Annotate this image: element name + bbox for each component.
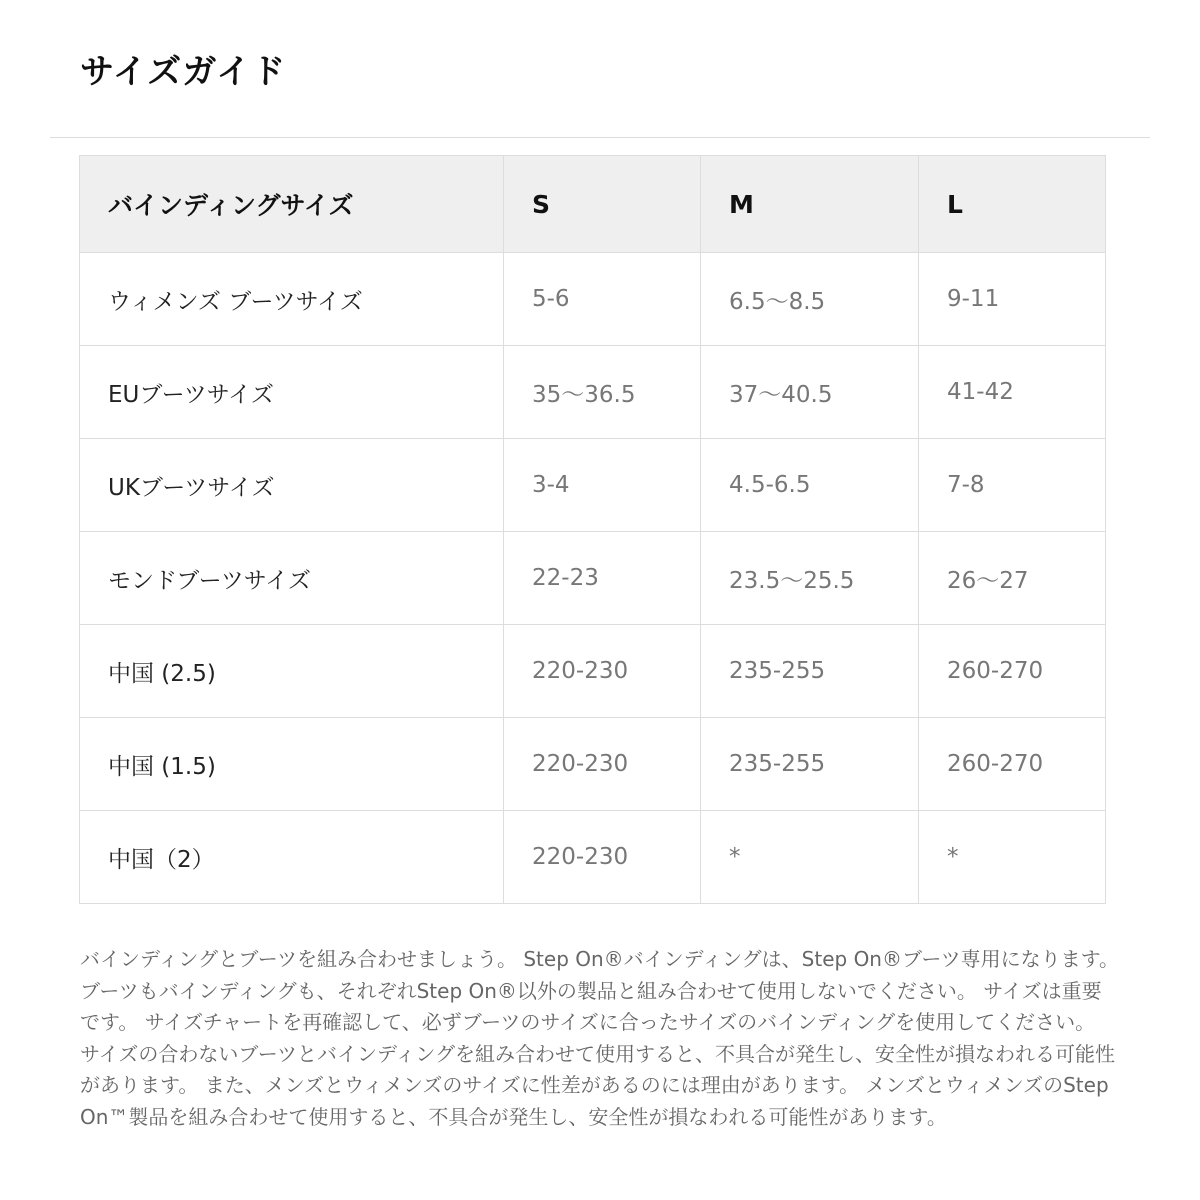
header-size-s: S [504, 156, 701, 253]
cell-m: 6.5〜8.5 [701, 253, 919, 346]
cell-s: 22-23 [504, 532, 701, 625]
cell-l: 260-270 [919, 625, 1106, 718]
header-size-l: L [919, 156, 1106, 253]
cell-l: 260-270 [919, 718, 1106, 811]
table-row [80, 532, 1106, 625]
cell-m: 23.5〜25.5 [701, 532, 919, 625]
cell-l: 9-11 [919, 253, 1106, 346]
table-row [80, 346, 1106, 439]
size-guide-table [79, 155, 1106, 904]
page-title: サイズガイド [80, 52, 287, 92]
table-row [80, 253, 1106, 346]
cell-m: 235-255 [701, 625, 919, 718]
table-header-row [80, 156, 1106, 253]
table-row [80, 718, 1106, 811]
footnote-text: バインディングとブーツを組み合わせましょう。 Step On®バインディングは、Step On®ブーツ専用になります。 ブーツもバインディングも、それぞれStep On®以外の製品と組み合わせて使用しないでください。 サイズは重要です。 サイズチャートを再確認して、必ずブーツのサイズに合ったサイズのバインディングを使用してください。 サイズの合わないブーツとバインディングを組み合わせて使用すると、不具合が発生し、安全性が損なわれる可能性があります。 また、メンズとウィメンズのサイズに性差があるのには理由があります。 メンズとウィメンズのStep On™製品を組み合わせて使用すると、不具合が発生し、安全性が損なわれる可能性があります。 [80, 947, 1119, 1129]
cell-l: * [919, 811, 1106, 904]
cell-m: * [701, 811, 919, 904]
cell-m: 4.5-6.5 [701, 439, 919, 532]
cell-s: 220-230 [504, 811, 701, 904]
table-row [80, 811, 1106, 904]
cell-s: 220-230 [504, 625, 701, 718]
cell-s: 3-4 [504, 439, 701, 532]
row-label-uk-boot-size: UKブーツサイズ [80, 439, 504, 532]
table-row [80, 439, 1106, 532]
cell-m: 37〜40.5 [701, 346, 919, 439]
cell-l: 7-8 [919, 439, 1106, 532]
row-label-china-1-5: 中国 (1.5) [80, 718, 504, 811]
row-label-china-2: 中国（2） [80, 811, 504, 904]
title-divider [50, 137, 1150, 138]
row-label-eu-boot-size: EUブーツサイズ [80, 346, 504, 439]
cell-l: 26〜27 [919, 532, 1106, 625]
cell-s: 35〜36.5 [504, 346, 701, 439]
row-label-womens-boot-size: ウィメンズ ブーツサイズ [80, 253, 504, 346]
cell-s: 5-6 [504, 253, 701, 346]
row-label-china-2-5: 中国 (2.5) [80, 625, 504, 718]
header-size-m: M [701, 156, 919, 253]
header-binding-size: バインディングサイズ [80, 156, 504, 253]
cell-l: 41-42 [919, 346, 1106, 439]
cell-m: 235-255 [701, 718, 919, 811]
table-row [80, 625, 1106, 718]
cell-s: 220-230 [504, 718, 701, 811]
row-label-mondo-boot-size: モンドブーツサイズ [80, 532, 504, 625]
